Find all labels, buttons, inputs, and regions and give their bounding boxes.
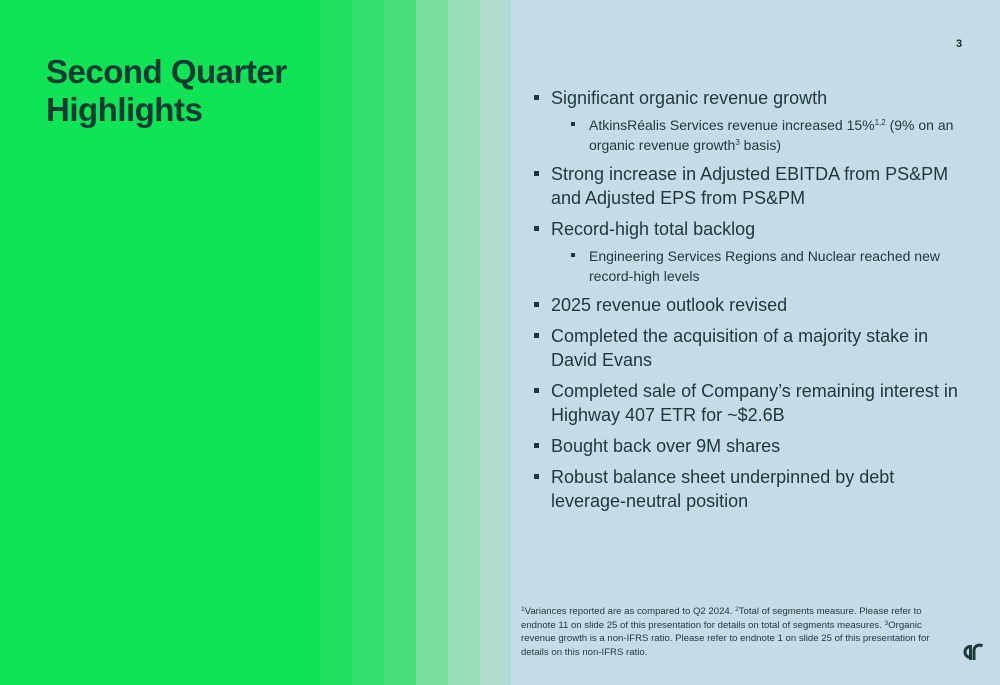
bullet-highway-sale: Completed sale of Company’s remaining interest in Highway 407 ETR for ~$2.6B (533, 379, 963, 427)
superscript: 3 (735, 138, 740, 147)
background-stripe-5 (448, 0, 480, 685)
bullet-text: Record-high total backlog (551, 219, 756, 239)
background-stripe-1 (320, 0, 352, 685)
footnote-text: Variances reported are as compared to Q2 2024. (524, 606, 736, 617)
bullet-text: Significant organic revenue growth (551, 88, 828, 108)
bullet-organic-growth (533, 86, 963, 155)
sub-list (551, 115, 963, 155)
bullet-acquisition: Completed the acquisition of a majority stake in David Evans (533, 324, 963, 372)
page-number: 3 (956, 38, 963, 50)
sub-bullet-services-revenue (551, 115, 963, 155)
footnote-text: Organic revenue growth is a non-IFRS ratio. Please refer to endnote 1 on slide 25 of this presentation for details on this non-IFRS ratio. (521, 619, 930, 658)
background-stripe-6 (480, 0, 511, 685)
background-stripe-2 (352, 0, 384, 685)
sub-bullet-text: basis) (739, 137, 781, 153)
sub-list (551, 246, 963, 286)
title-line-2: Highlights (46, 91, 203, 128)
footnote (521, 605, 931, 659)
background-stripe-3 (384, 0, 416, 685)
bullet-buyback: Bought back over 9M shares (533, 434, 963, 458)
footnote-marker: 1 (521, 606, 525, 613)
superscript: 1,2 (874, 118, 886, 127)
bullet-outlook: 2025 revenue outlook revised (533, 293, 963, 317)
bullet-ebitda-eps: Strong increase in Adjusted EBITDA from PS&PM and Adjusted EPS from PS&PM (533, 162, 963, 210)
footnote-marker: 3 (884, 619, 889, 627)
footnote-marker: 2 (735, 606, 739, 613)
atkinsrealis-logo-icon (960, 641, 984, 661)
bullet-backlog (533, 217, 963, 286)
slide-title (46, 53, 287, 129)
background-stripe-4 (416, 0, 448, 685)
footnote-text: Total of segments measure. Please refer to endnote 11 on slide 25 of this presentation for details on total of segments measures. (521, 606, 922, 631)
bullet-balance-sheet: Robust balance sheet underpinned by debt leverage-neutral position (533, 465, 963, 513)
sub-bullet-text: (9% on an organic revenue growth (589, 117, 954, 153)
highlights-list (533, 86, 963, 520)
title-line-1: Second Quarter (46, 53, 287, 90)
sub-bullet-text: AtkinsRéalis Services revenue increased 15% (589, 117, 875, 133)
sub-bullet-record-levels: Engineering Services Regions and Nuclear reached new record-high levels (551, 246, 963, 286)
